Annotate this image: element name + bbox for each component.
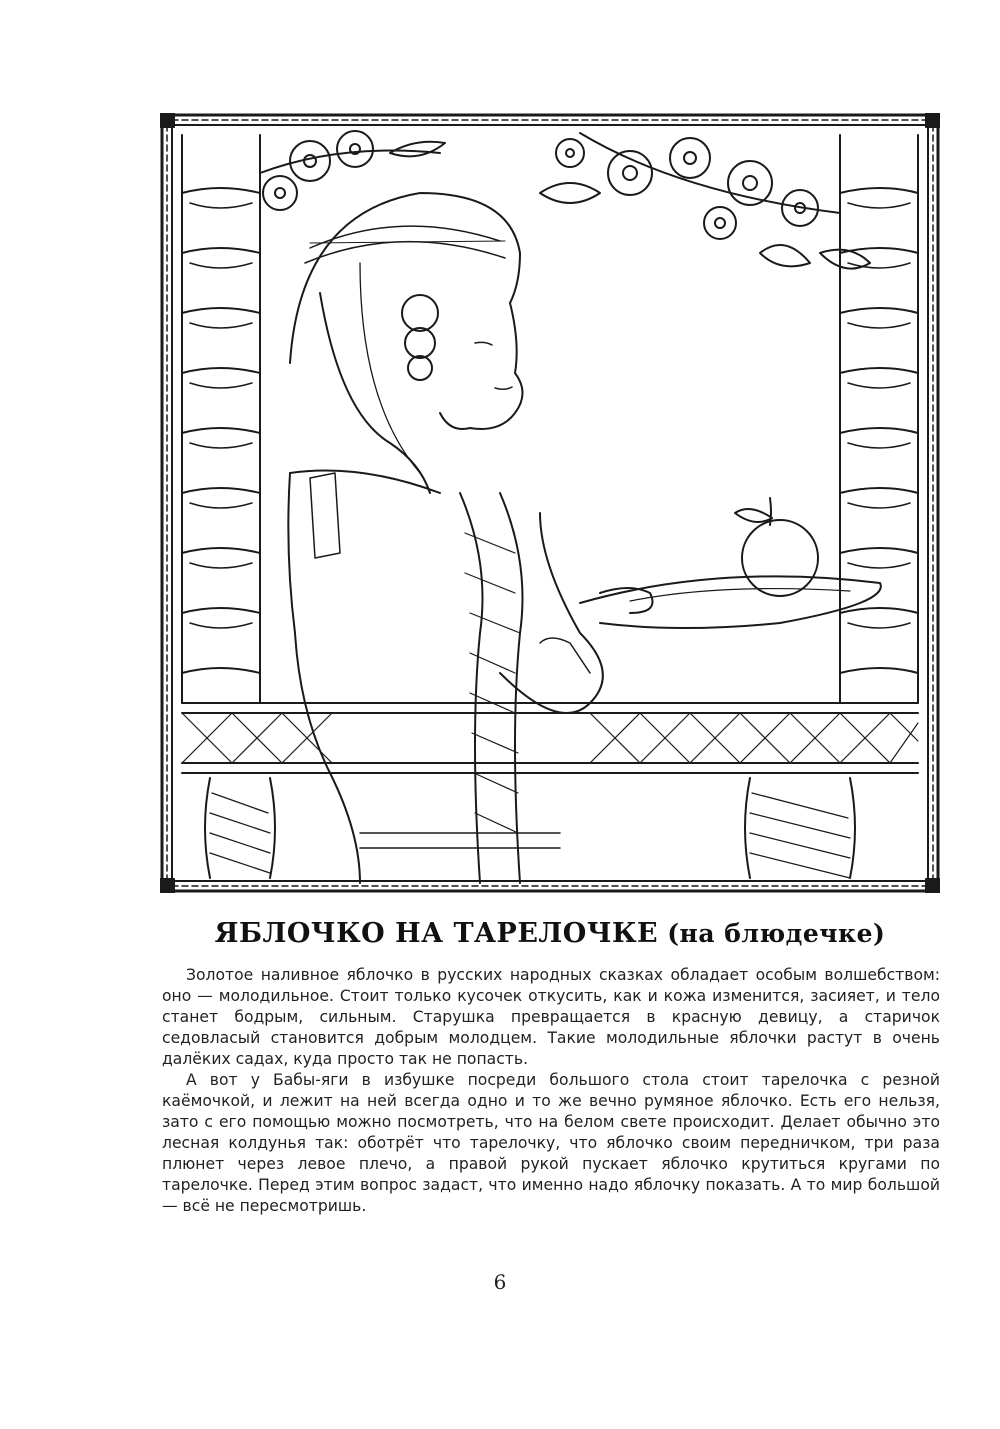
- carved-sill: [182, 703, 918, 773]
- coloring-illustration: [160, 113, 940, 893]
- maiden-figure: [288, 193, 603, 883]
- paragraph: А вот у Бабы-яги в избушке посреди большого стола стоит тарелочка с резной каёмочкой, и лежит на ней всегда одно и то же вечно румяное яблочко. Есть его нельзя, зато с его помощью можно посмотреть, что на белом свете происходит. Делает обычно это лесная колдунья так: оботрёт что тарелочку, что яблочко своим передничком, три раза плюнет через левое плечо, а правой рукой пускает яблочко крутиться кругами по тарелочке. Перед этим вопрос задаст, что именно надо яблочку показать. А то мир большой — всё не пересмотришь.: [162, 1071, 940, 1215]
- plate-with-apple: [580, 498, 881, 628]
- decorative-frame: [160, 113, 940, 893]
- article-body: [162, 965, 940, 1217]
- title-sub: (на блюдечке): [667, 919, 886, 948]
- page-title: [160, 918, 940, 949]
- apple-blossom-branch-right: [540, 133, 870, 269]
- twisted-balusters: [205, 778, 855, 878]
- paragraph: Золотое наливное яблочко в русских народных сказках обладает особым волшебством: оно — молодильное. Стоит только кусочек откусить, как и кожа изменится, засияет, и тело станет бодрым, сильным. Старушка превращается в красную девицу, а старичок седовласый становится добрым молодцем. Такие молодильные яблочки растут в очень далёких садах, куда просто так не попасть.: [162, 966, 940, 1068]
- right-log-wall: [840, 135, 918, 703]
- apple-blossom-branch-left: [260, 131, 445, 210]
- title-main: ЯБЛОЧКО НА ТАРЕЛОЧКЕ: [214, 918, 659, 949]
- left-log-wall: [182, 135, 260, 703]
- page-number: 6: [493, 1270, 507, 1294]
